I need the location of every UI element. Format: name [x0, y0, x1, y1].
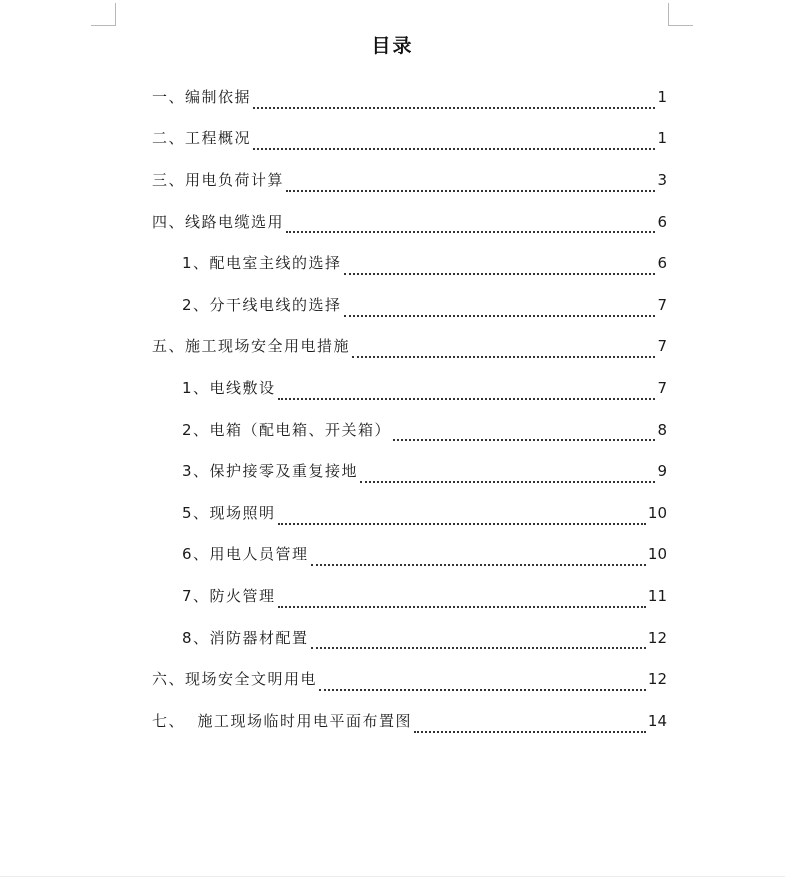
toc-page-number: 7	[657, 378, 667, 397]
toc-entry-text: 四、线路电缆选用	[152, 212, 285, 231]
toc-subentry[interactable]	[152, 492, 667, 534]
toc-entry-text: 1、配电室主线的选择	[182, 254, 342, 273]
toc-page-number: 7	[657, 337, 667, 356]
toc-subentry[interactable]	[152, 617, 667, 659]
toc-entry-text: 一、编制依据	[152, 87, 252, 106]
toc-entry-text: 3、保护接零及重复接地	[182, 462, 359, 481]
dot-leader	[253, 106, 655, 109]
toc-page-number: 11	[647, 586, 667, 605]
toc-entry[interactable]	[152, 76, 667, 118]
toc-entry[interactable]	[152, 118, 667, 160]
toc-page-number: 10	[647, 503, 667, 522]
toc-entry-text: 8、消防器材配置	[182, 628, 309, 647]
toc-entry-text: 2、电箱（配电箱、开关箱）	[182, 420, 392, 439]
toc-subentry[interactable]	[152, 284, 667, 326]
toc-entry[interactable]	[152, 326, 667, 368]
toc-page-number: 1	[657, 129, 667, 148]
toc-subentry[interactable]	[152, 242, 667, 284]
toc-subentry[interactable]	[152, 450, 667, 492]
dot-leader	[360, 480, 655, 483]
toc-subentry[interactable]	[152, 575, 667, 617]
dot-leader	[414, 730, 646, 733]
toc-page-number: 6	[657, 254, 667, 273]
dot-leader	[311, 563, 646, 566]
toc-page-number: 1	[657, 87, 667, 106]
toc-subentry[interactable]	[152, 367, 667, 409]
crop-mark-top-left	[91, 3, 116, 26]
dot-leader	[319, 688, 646, 691]
toc-entry-text: 七、 施工现场临时用电平面布置图	[152, 711, 413, 730]
dot-leader	[278, 605, 646, 608]
dot-leader	[286, 230, 655, 233]
dot-leader	[393, 438, 655, 441]
toc-page-number: 7	[657, 295, 667, 314]
toc-entry-text: 6、用电人员管理	[182, 545, 309, 564]
crop-mark-top-right	[668, 3, 693, 26]
toc-entry-text: 五、施工现场安全用电措施	[152, 337, 351, 356]
toc-page-number: 9	[657, 462, 667, 481]
toc-entry[interactable]	[152, 201, 667, 243]
toc-page-number: 8	[657, 420, 667, 439]
page-bottom-edge	[0, 876, 785, 877]
toc-entry-text: 7、防火管理	[182, 586, 276, 605]
table-of-contents	[152, 76, 667, 742]
toc-page-number: 14	[647, 711, 667, 730]
dot-leader	[253, 147, 655, 150]
dot-leader	[278, 397, 656, 400]
toc-subentry[interactable]	[152, 409, 667, 451]
toc-entry[interactable]	[152, 658, 667, 700]
toc-entry-text: 2、分干线电线的选择	[182, 295, 342, 314]
toc-subentry[interactable]	[152, 534, 667, 576]
toc-entry-text: 六、现场安全文明用电	[152, 670, 318, 689]
toc-entry-text: 三、用电负荷计算	[152, 170, 285, 189]
toc-entry-text: 5、现场照明	[182, 503, 276, 522]
dot-leader	[344, 314, 656, 317]
toc-page-number: 12	[647, 670, 667, 689]
toc-title: 目录	[371, 35, 414, 57]
dot-leader	[344, 272, 656, 275]
toc-entry[interactable]	[152, 700, 667, 742]
dot-leader	[311, 646, 646, 649]
dot-leader	[352, 355, 655, 358]
toc-page-number: 6	[657, 212, 667, 231]
toc-page-number: 10	[647, 545, 667, 564]
toc-page-number: 3	[657, 170, 667, 189]
dot-leader	[286, 189, 655, 192]
toc-entry-text: 二、工程概况	[152, 129, 252, 148]
toc-entry[interactable]	[152, 159, 667, 201]
dot-leader	[278, 522, 646, 525]
toc-entry-text: 1、电线敷设	[182, 378, 276, 397]
toc-page-number: 12	[647, 628, 667, 647]
